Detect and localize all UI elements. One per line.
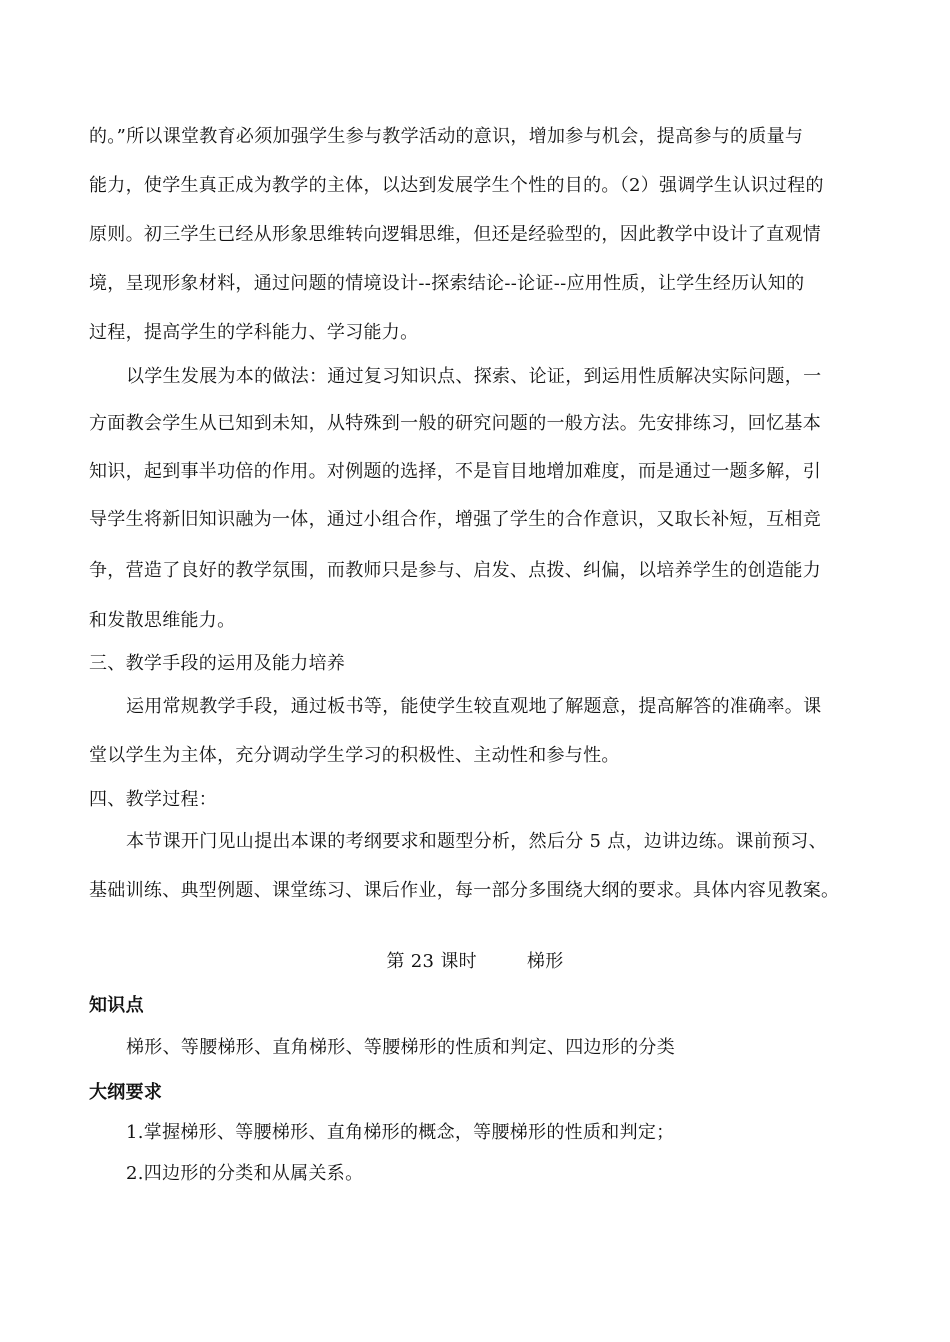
section3-line: 堂以学生为主体，充分调动学生学习的积极性、主动性和参与性。 <box>89 745 620 766</box>
section3-heading: 三、教学手段的运用及能力培养 <box>89 653 346 674</box>
lesson-number: 第 23 课时 <box>386 951 477 972</box>
paragraph1-line: 过程，提高学生的学科能力、学习能力。 <box>89 322 419 343</box>
paragraph2-line: 方面教会学生从已知到未知，从特殊到一般的研究问题的一般方法。先安排练习，回忆基本 <box>89 413 821 434</box>
paragraph1-line: 能力，使学生真正成为教学的主体，以达到发展学生个性的目的。（2）强调学生认识过程的 <box>89 175 824 196</box>
syllabus-heading: 大纲要求 <box>89 1082 163 1103</box>
section4-line: 本节课开门见山提出本课的考纲要求和题型分析，然后分 5 点，边讲边练。课前预习、 <box>126 831 827 852</box>
paragraph2-line: 争，营造了良好的教学氛围，而教师只是参与、启发、点拨、纠偏，以培养学生的创造能力 <box>89 560 821 581</box>
lesson-topic: 梯形 <box>526 951 564 972</box>
syllabus-item: 2.四边形的分类和从属关系。 <box>126 1163 364 1184</box>
paragraph1-line: 的。”所以课堂教育必须加强学生参与教学活动的意识，增加参与机会，提高参与的质量与 <box>89 126 804 147</box>
paragraph2-line: 导学生将新旧知识融为一体，通过小组合作，增强了学生的合作意识，又取长补短，互相竞 <box>89 509 821 530</box>
section4-heading: 四、教学过程： <box>89 789 218 810</box>
syllabus-item: 1.掌握梯形、等腰梯形、直角梯形的概念，等腰梯形的性质和判定； <box>126 1122 675 1143</box>
lesson-title <box>0 950 950 974</box>
section4-line: 基础训练、典型例题、课堂练习、课后作业，每一部分多围绕大纲的要求。具体内容见教案。 <box>89 880 840 901</box>
knowledge-text: 梯形、等腰梯形、直角梯形、等腰梯形的性质和判定、四边形的分类 <box>126 1037 675 1058</box>
knowledge-heading: 知识点 <box>89 995 144 1016</box>
paragraph2-line: 知识，起到事半功倍的作用。对例题的选择，不是盲目地增加难度，而是通过一题多解，引 <box>89 461 821 482</box>
section3-line: 运用常规教学手段，通过板书等，能使学生较直观地了解题意，提高解答的准确率。课 <box>126 696 822 717</box>
paragraph2-line: 和发散思维能力。 <box>89 610 236 631</box>
paragraph1-line: 境，呈现形象材料，通过问题的情境设计--探索结论--论证--应用性质，让学生经历认知的 <box>89 273 805 294</box>
paragraph2-line: 以学生发展为本的做法：通过复习知识点、探索、论证，到运用性质解决实际问题，一 <box>126 366 822 387</box>
paragraph1-line: 原则。初三学生已经从形象思维转向逻辑思维，但还是经验型的，因此教学中设计了直观情 <box>89 224 821 245</box>
